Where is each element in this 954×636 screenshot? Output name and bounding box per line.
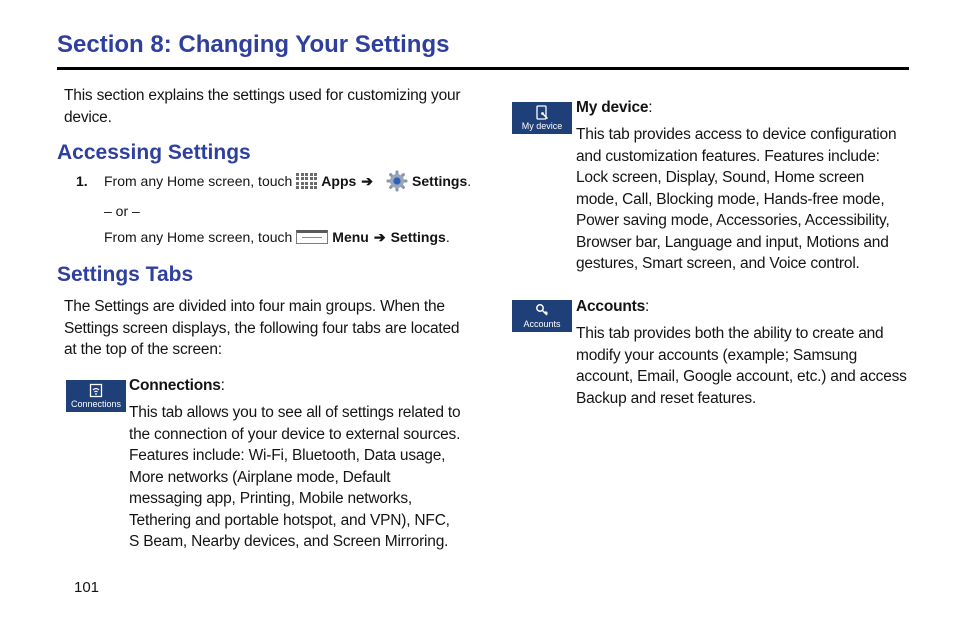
menu-key-icon (296, 230, 328, 244)
step-2-text: From any Home screen, touch (104, 229, 293, 245)
or-separator: – or – (104, 203, 140, 219)
my-device-description: This tab provides access to device configuration and customization features. Features include: Lock screen, Display, Sound, Home screen mode, Call, Blocking mode, Hands-free mode, Power saving mode, Accessories, Accessibility, Browser bar, Language and input, Motions and gestures, Smart screen, and Voice control. (576, 126, 897, 272)
apps-label: Apps (321, 173, 357, 189)
tabs-intro-paragraph: The Settings are divided into four main groups. When the Settings screen displays, the following four tabs are located at the top of the screen: (64, 298, 460, 358)
accounts-description: This tab provides both the ability to create and modify your accounts (example; Samsung account, Email, Google account, etc.) and access Backup and reset features. (576, 325, 907, 407)
connections-tab-badge (66, 380, 126, 412)
accessing-settings-heading: Accessing Settings (57, 141, 251, 164)
my-device-icon (535, 105, 549, 120)
step-number: 1. (76, 173, 88, 189)
step-1-text: From any Home screen, touch (104, 173, 293, 189)
accounts-title-text: Accounts (576, 298, 646, 315)
accounts-tab-badge (512, 300, 572, 332)
colon: : (220, 377, 225, 394)
apps-grid-icon (296, 173, 317, 190)
page-number: 101 (74, 579, 100, 596)
intro-paragraph: This section explains the settings used for customizing your device. (64, 87, 461, 126)
step-2-line (104, 226, 450, 248)
settings-label: Settings (390, 229, 446, 245)
connections-title-text: Connections (129, 377, 221, 394)
menu-label: Menu (332, 229, 369, 245)
key-icon (535, 303, 549, 318)
my-device-title-text: My device (576, 99, 649, 116)
colon: : (648, 99, 653, 116)
connections-title (129, 377, 225, 395)
settings-tabs-heading: Settings Tabs (57, 263, 194, 286)
arrow-glyph: ➔ (373, 228, 386, 245)
my-device-tab-badge (512, 102, 572, 134)
my-device-badge-label: My device (521, 121, 563, 131)
colon: : (645, 298, 650, 315)
gear-icon (386, 170, 408, 192)
period: . (467, 173, 472, 189)
connections-icon (89, 383, 103, 398)
connections-description: This tab allows you to see all of settings related to the connection of your device to external sources. Features include: Wi-Fi, Bluetooth, Data usage, More networks (Airplane mode, Default messaging app, Printing, Mobile networks, Tethering and portable hotspot, and VPN), NFC, S Beam, Nearby devices, and Screen Mirroring. (129, 404, 461, 550)
connections-badge-label: Connections (70, 399, 122, 409)
period: . (445, 229, 450, 245)
accounts-badge-label: Accounts (523, 319, 561, 329)
page-title: Section 8: Changing Your Settings (57, 31, 450, 58)
settings-label: Settings (412, 173, 468, 189)
arrow-glyph: ➔ (361, 172, 374, 189)
accounts-title (576, 298, 649, 316)
title-rule (57, 67, 909, 70)
step-1-line (104, 170, 471, 192)
my-device-title (576, 99, 652, 117)
